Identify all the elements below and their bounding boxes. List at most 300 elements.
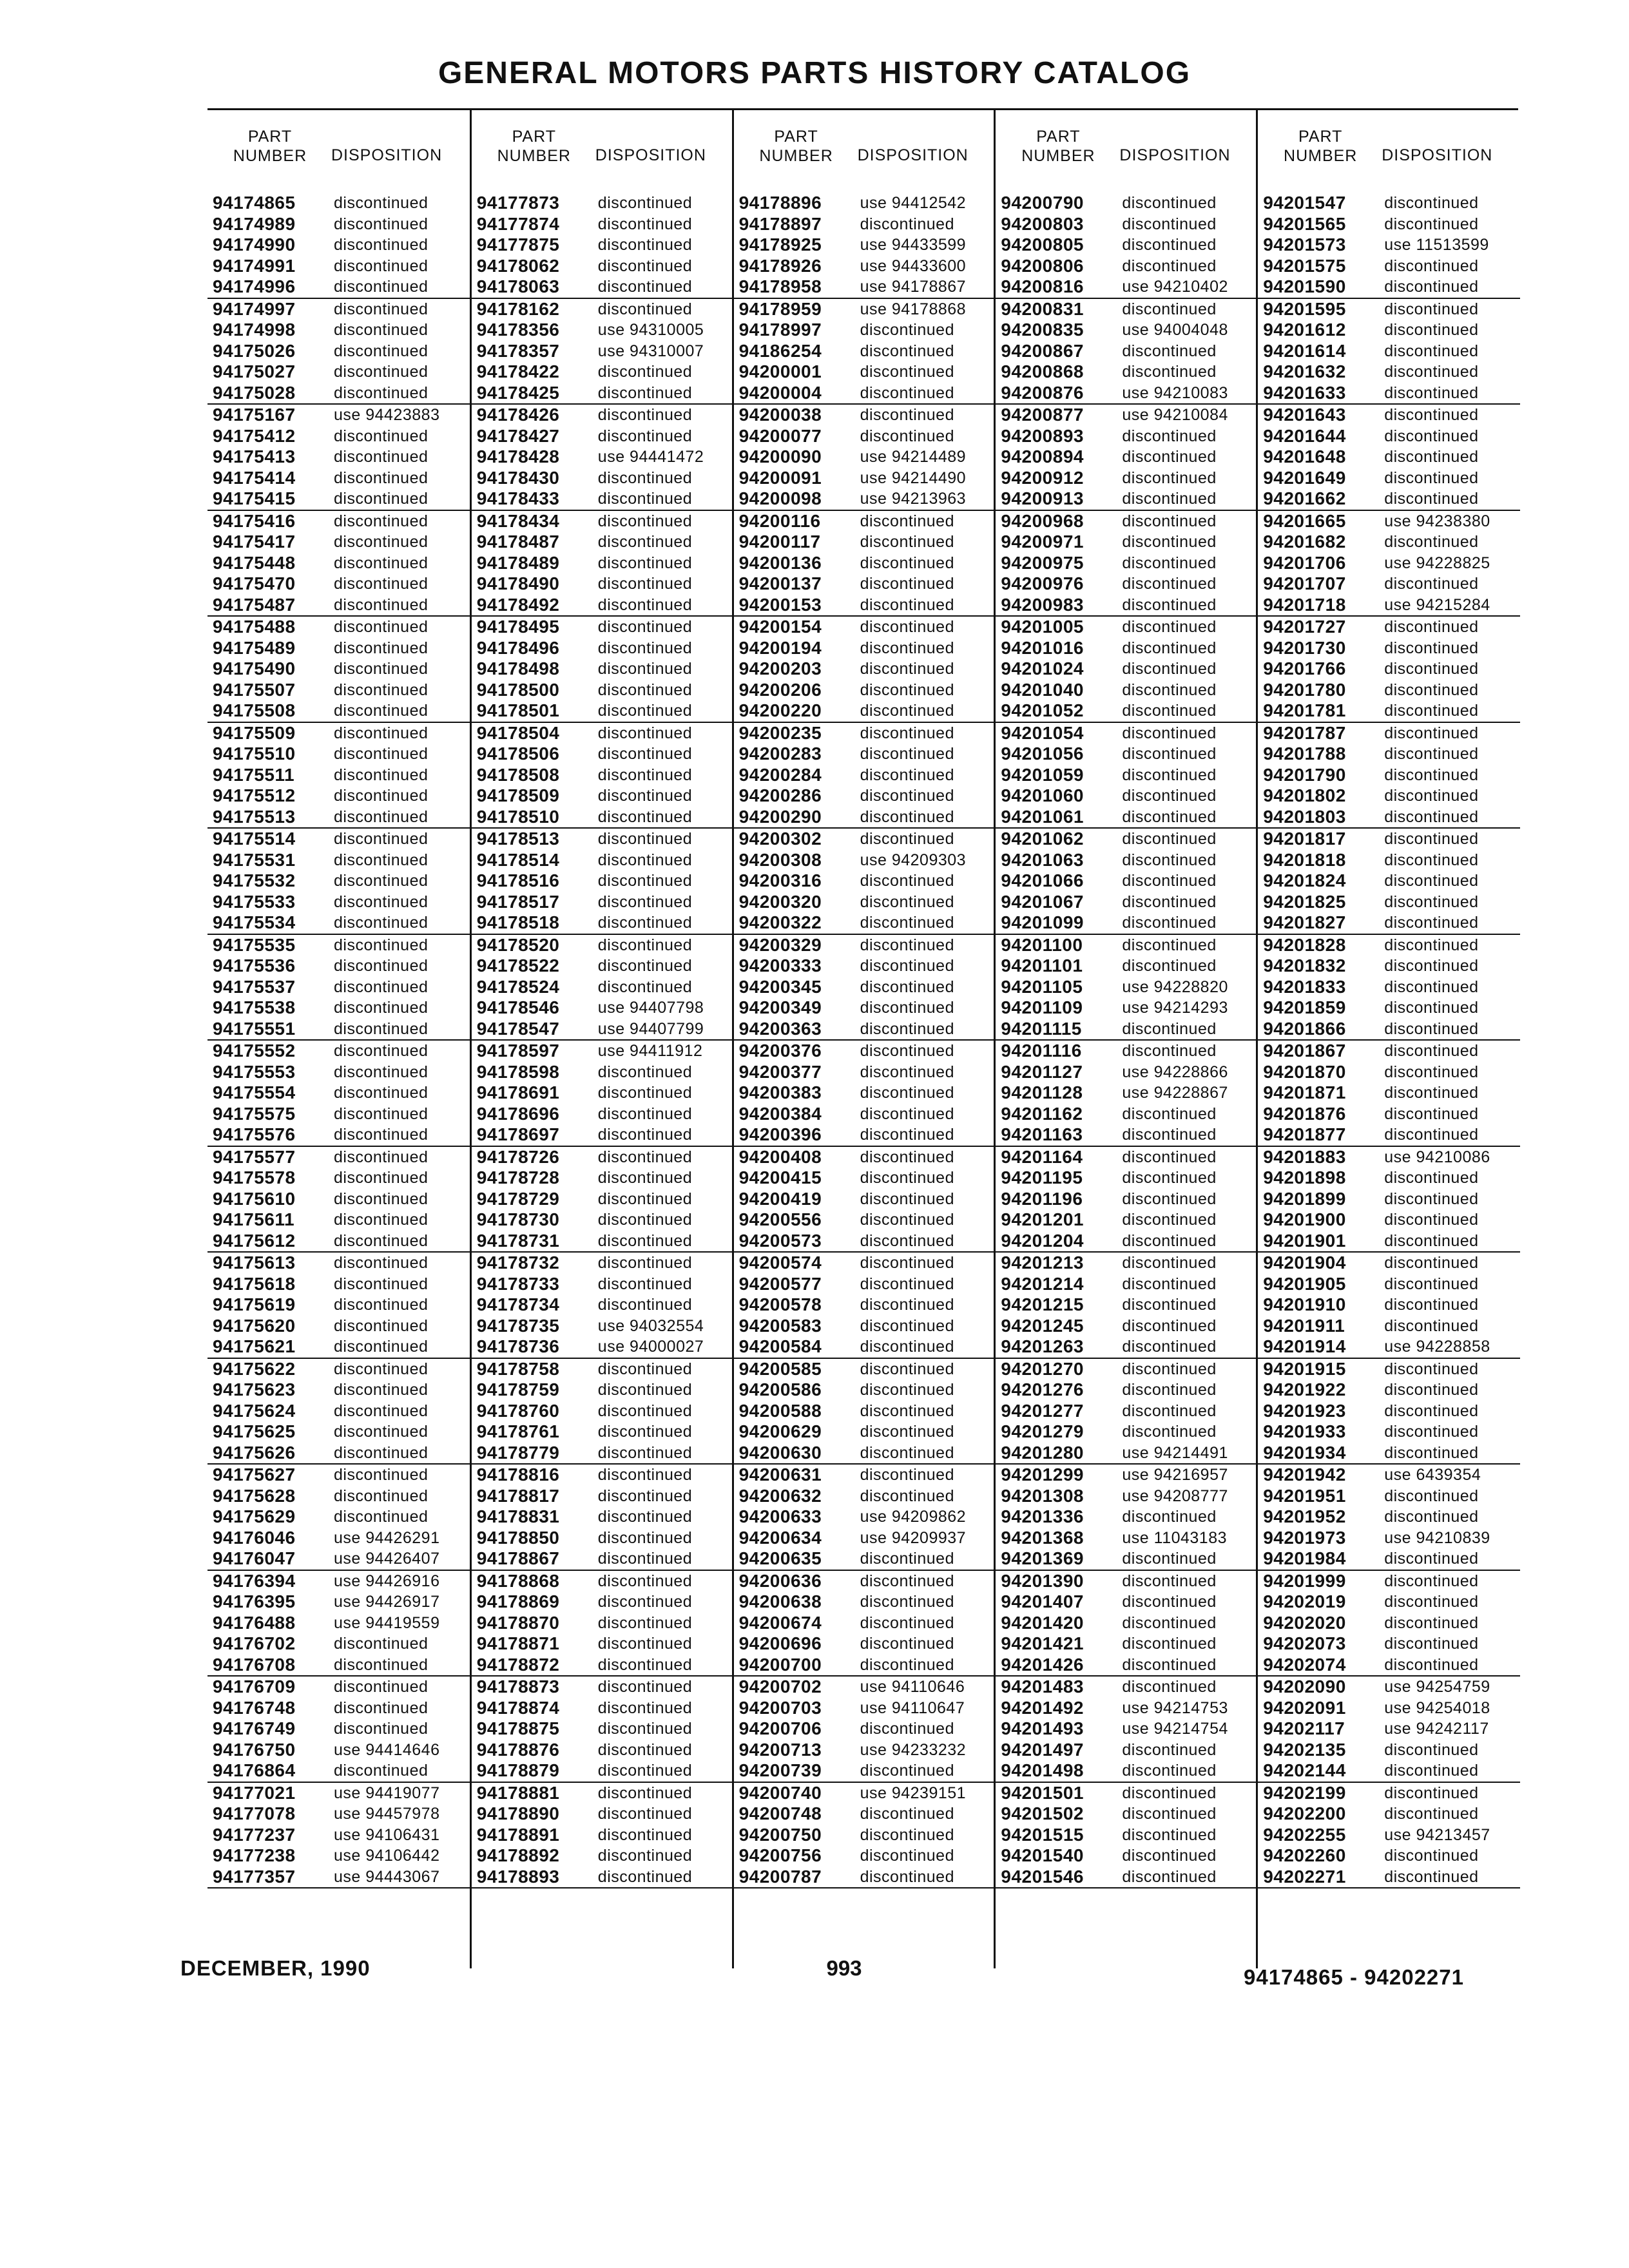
disposition: discontinued (1384, 1593, 1479, 1611)
part-number: 94200284 (738, 764, 822, 785)
table-row (1258, 1465, 1520, 1486)
part-number: 94178524 (476, 976, 560, 997)
part-number: 94200696 (738, 1633, 822, 1653)
table-row (996, 1316, 1258, 1337)
part-number: 94175532 (213, 870, 296, 890)
disposition: discontinued (1122, 236, 1217, 254)
table-row (207, 1845, 470, 1867)
disposition: discontinued (1122, 1740, 1217, 1759)
part-number: 94201369 (1001, 1548, 1084, 1568)
part-number: 94175514 (213, 829, 296, 849)
disposition: use 94210402 (1122, 278, 1228, 296)
part-number: 94200636 (738, 1570, 822, 1591)
part-number: 94201515 (1001, 1824, 1084, 1845)
disposition: discontinued (334, 1635, 429, 1653)
disposition: discontinued (860, 1084, 954, 1102)
table-row (472, 1718, 734, 1740)
table-row (1258, 595, 1520, 617)
disposition: discontinued (1122, 1104, 1217, 1123)
disposition: discontinued (1122, 1678, 1217, 1696)
disposition: use 94000027 (597, 1338, 704, 1356)
disposition: use 94414646 (334, 1740, 440, 1759)
disposition: discontinued (1122, 765, 1217, 784)
table-row (734, 1379, 996, 1401)
table-row (472, 1253, 734, 1274)
part-number: 94200894 (1001, 447, 1084, 466)
table-row (472, 1633, 734, 1655)
table-row (207, 1633, 470, 1655)
table-row (1258, 1698, 1520, 1719)
part-number: 94200971 (1001, 532, 1084, 552)
disposition: discontinued (860, 1126, 954, 1144)
table-row (734, 214, 996, 235)
part-number: 94178490 (476, 573, 560, 593)
table-row (472, 1124, 734, 1147)
table-row (1258, 193, 1520, 214)
disposition: discontinued (860, 999, 954, 1017)
table-row (1258, 912, 1520, 935)
part-number: 94201195 (1001, 1168, 1083, 1187)
disposition: discontinued (334, 999, 429, 1017)
disposition: discontinued (860, 533, 954, 551)
table-row (1258, 744, 1520, 765)
part-number: 94202199 (1263, 1782, 1346, 1803)
table-row (734, 680, 996, 701)
part-number: 94175489 (213, 637, 296, 658)
disposition: discontinued (597, 512, 693, 530)
disposition: discontinued (334, 1254, 429, 1272)
disposition: discontinued (597, 553, 693, 572)
disposition: discontinued (597, 787, 693, 805)
disposition: use 94208777 (1122, 1486, 1228, 1505)
disposition: discontinued (597, 1189, 693, 1208)
catalog-column (732, 110, 996, 1968)
table-row (207, 829, 470, 850)
table-row (472, 723, 734, 744)
disposition: use 94178868 (860, 300, 967, 318)
disposition: discontinued (1384, 1274, 1479, 1293)
part-number: 94201781 (1263, 700, 1346, 720)
part-number: 94200632 (738, 1485, 822, 1506)
part-number: 94175551 (213, 1018, 296, 1039)
part-number: 94178734 (476, 1294, 560, 1314)
part-number: 94201128 (1001, 1082, 1083, 1102)
table-row (207, 447, 470, 468)
table-row (1258, 1231, 1520, 1253)
part-number: 94178498 (476, 658, 560, 678)
disposition: use 94214753 (1122, 1698, 1228, 1717)
part-number: 94178422 (476, 361, 560, 381)
part-number: 94175552 (213, 1041, 296, 1061)
disposition: discontinued (597, 1254, 693, 1272)
part-number: 94201643 (1263, 405, 1346, 425)
part-number: 94200976 (1001, 573, 1084, 593)
table-row (472, 1041, 734, 1062)
table-row (207, 320, 470, 341)
part-number: 94200235 (738, 722, 822, 743)
part-number: 94200574 (738, 1253, 822, 1273)
table-row (472, 488, 734, 511)
table-row (996, 1253, 1258, 1274)
table-row (996, 1209, 1258, 1231)
table-row (207, 1041, 470, 1062)
part-number: 94201877 (1263, 1124, 1346, 1144)
table-row (996, 1591, 1258, 1613)
part-number: 94200750 (738, 1824, 822, 1845)
disposition: discontinued (1384, 533, 1479, 551)
part-number: 94178430 (476, 467, 560, 488)
disposition: discontinued (1122, 512, 1217, 530)
table-row (1258, 850, 1520, 871)
table-row (996, 935, 1258, 956)
table-row (734, 1548, 996, 1571)
disposition: use 94426407 (334, 1550, 440, 1568)
part-number: 94201426 (1001, 1654, 1084, 1675)
disposition: discontinued (597, 1211, 693, 1229)
table-row (472, 744, 734, 765)
table-row (1258, 1421, 1520, 1443)
disposition: discontinued (597, 1783, 693, 1802)
disposition: use 94213963 (860, 490, 967, 508)
part-number: 94178874 (476, 1697, 560, 1718)
page-title: GENERAL MOTORS PARTS HISTORY CATALOG (438, 56, 1191, 90)
part-number: 94200363 (738, 1018, 822, 1039)
part-number: 94200004 (738, 382, 822, 403)
part-number: 94201730 (1263, 637, 1346, 658)
disposition: discontinued (860, 341, 954, 360)
part-number: 94201492 (1001, 1697, 1084, 1718)
part-number: 94201933 (1263, 1421, 1346, 1441)
disposition: discontinued (334, 1655, 429, 1674)
part-number: 94178697 (476, 1124, 560, 1144)
disposition: use 94214293 (1122, 999, 1228, 1017)
disposition: discontinued (597, 830, 693, 848)
table-row (734, 638, 996, 659)
table-row (472, 850, 734, 871)
part-number: 94200831 (1001, 298, 1084, 319)
table-row (734, 1147, 996, 1168)
disposition: use 94209937 (860, 1528, 967, 1547)
table-row (734, 1082, 996, 1104)
part-number: 94186254 (738, 340, 822, 361)
disposition: use 94110646 (860, 1678, 965, 1696)
part-number: 94201105 (1001, 976, 1083, 997)
table-row (207, 214, 470, 235)
table-row (207, 1506, 470, 1528)
table-row (996, 617, 1258, 638)
disposition: discontinued (1122, 1148, 1217, 1166)
part-number: 94175613 (213, 1253, 296, 1273)
part-number: 94201803 (1263, 806, 1346, 827)
disposition: discontinued (1384, 936, 1479, 954)
part-number: 94201818 (1263, 849, 1346, 870)
table-row (1258, 1209, 1520, 1231)
part-number: 94200703 (738, 1697, 822, 1718)
disposition: discontinued (597, 575, 693, 593)
disposition: discontinued (334, 660, 429, 678)
table-row (1258, 1443, 1520, 1465)
part-number: 94178732 (476, 1253, 560, 1273)
table-row (1258, 405, 1520, 426)
table-row (734, 320, 996, 341)
part-number: 94178892 (476, 1845, 560, 1865)
part-number: 94175620 (213, 1315, 296, 1336)
part-number: 94178958 (738, 276, 822, 296)
part-number: 94178162 (476, 298, 560, 319)
part-number: 94178517 (476, 891, 560, 912)
disposition: discontinued (1122, 892, 1217, 911)
disposition: discontinued (334, 383, 429, 402)
part-number: 94201828 (1263, 934, 1346, 955)
disposition: discontinued (334, 850, 429, 869)
part-number: 94178896 (738, 193, 822, 213)
disposition: use 11513599 (1384, 236, 1489, 254)
table-row (472, 532, 734, 553)
disposition: discontinued (860, 1825, 954, 1844)
part-number: 94200077 (738, 425, 822, 446)
part-number: 94178997 (738, 320, 822, 340)
disposition: discontinued (334, 936, 429, 954)
part-number: 94178926 (738, 255, 822, 276)
disposition: use 94254018 (1384, 1698, 1490, 1717)
disposition: use 94411912 (597, 1042, 703, 1060)
table-row (734, 1528, 996, 1549)
part-number: 94175577 (213, 1146, 296, 1167)
table-row (996, 1294, 1258, 1316)
disposition: discontinued (860, 1423, 954, 1441)
disposition: discontinued (334, 1762, 429, 1780)
disposition: discontinued (597, 1423, 693, 1441)
disposition: use 94423883 (334, 406, 440, 424)
table-row (1258, 658, 1520, 680)
table-row (207, 997, 470, 1019)
table-row (1258, 785, 1520, 807)
part-number: 94175626 (213, 1442, 296, 1463)
disposition: discontinued (1384, 1571, 1479, 1590)
table-row (207, 1082, 470, 1104)
part-number: 94201201 (1001, 1209, 1084, 1229)
disposition: use 94228820 (1122, 977, 1228, 996)
table-row (734, 935, 996, 956)
disposition: discontinued (1122, 1169, 1217, 1187)
part-number: 94178735 (476, 1315, 560, 1336)
table-row (996, 1168, 1258, 1189)
part-number: 94176750 (213, 1739, 296, 1760)
disposition: discontinued (860, 702, 954, 720)
table-row (207, 870, 470, 892)
disposition: discontinued (1122, 341, 1217, 360)
disposition: discontinued (1384, 724, 1479, 742)
disposition: discontinued (1384, 977, 1479, 996)
part-number: 94200756 (738, 1845, 822, 1865)
part-number: 94178733 (476, 1273, 560, 1294)
table-row (472, 1655, 734, 1677)
disposition-header: DISPOSITION (1119, 146, 1231, 164)
table-row (734, 447, 996, 468)
part-number: 94175511 (213, 764, 295, 785)
disposition: discontinued (597, 724, 693, 742)
disposition: discontinued (597, 1360, 693, 1378)
table-row (1258, 1613, 1520, 1634)
table-row (734, 807, 996, 829)
disposition: discontinued (334, 1381, 429, 1399)
disposition: discontinued (334, 1189, 429, 1208)
table-row (996, 658, 1258, 680)
table-row (734, 658, 996, 680)
disposition: use 94214490 (860, 468, 967, 487)
disposition: use 94443067 (334, 1867, 440, 1886)
part-number: 94201682 (1263, 532, 1346, 552)
disposition: discontinued (1384, 618, 1479, 636)
part-number: 94178518 (476, 912, 560, 932)
part-number: 94177238 (213, 1845, 296, 1865)
table-row (472, 935, 734, 956)
table-row (472, 1401, 734, 1422)
disposition: discontinued (1122, 1805, 1217, 1823)
disposition: discontinued (597, 383, 693, 402)
disposition: discontinued (597, 1550, 693, 1568)
table-row (472, 553, 734, 574)
disposition: discontinued (860, 872, 954, 890)
part-number: 94201407 (1001, 1591, 1084, 1611)
part-number: 94178816 (476, 1465, 560, 1485)
part-number: 94200790 (1001, 193, 1084, 213)
disposition: discontinued (1384, 256, 1479, 275)
part-number: 94200320 (738, 891, 822, 912)
table-row (472, 320, 734, 341)
disposition: discontinued (597, 618, 693, 636)
disposition: discontinued (1384, 1126, 1479, 1144)
part-number: 94201859 (1263, 997, 1346, 1017)
table-row (472, 912, 734, 935)
disposition: discontinued (1122, 914, 1217, 932)
table-row (207, 1209, 470, 1231)
part-number: 94201825 (1263, 891, 1346, 912)
table-row (734, 532, 996, 553)
disposition: use 94228867 (1122, 1084, 1228, 1102)
disposition: discontinued (597, 892, 693, 911)
catalog-table (207, 108, 1518, 1968)
part-number: 94201649 (1263, 467, 1346, 488)
disposition: discontinued (1384, 745, 1479, 763)
part-number: 94201727 (1263, 617, 1346, 637)
disposition: discontinued (1384, 660, 1479, 678)
table-row (207, 1421, 470, 1443)
disposition: discontinued (597, 363, 693, 381)
table-row (996, 1421, 1258, 1443)
table-row (207, 700, 470, 723)
table-row (207, 595, 470, 617)
disposition: discontinued (334, 341, 429, 360)
part-number: 94178356 (476, 320, 560, 340)
disposition: discontinued (597, 1678, 693, 1696)
part-number: 94200893 (1001, 425, 1084, 446)
part-number: 94175612 (213, 1230, 296, 1251)
disposition: discontinued (597, 1401, 693, 1420)
part-number: 94201817 (1263, 829, 1346, 849)
part-number: 94178759 (476, 1379, 560, 1399)
part-number: 94178504 (476, 722, 560, 743)
table-row (1258, 617, 1520, 638)
table-row (734, 256, 996, 277)
table-row (996, 1124, 1258, 1147)
part-number: 94178513 (476, 829, 560, 849)
table-row (472, 1209, 734, 1231)
disposition: discontinued (1122, 363, 1217, 381)
disposition: discontinued (860, 1867, 954, 1886)
table-row (1258, 299, 1520, 320)
table-row (1258, 997, 1520, 1019)
table-row (996, 256, 1258, 277)
part-number: 94200194 (738, 637, 822, 658)
table-row (207, 1104, 470, 1125)
part-number: 94202117 (1263, 1718, 1345, 1738)
table-row (207, 658, 470, 680)
part-number: 94175538 (213, 997, 296, 1017)
table-row (472, 1698, 734, 1719)
disposition: discontinued (597, 1698, 693, 1717)
part-number: 94178872 (476, 1654, 560, 1675)
part-number: 94202019 (1263, 1591, 1346, 1611)
part-number: 94201421 (1001, 1633, 1084, 1653)
disposition: discontinued (597, 1104, 693, 1123)
part-number: 94178357 (476, 340, 560, 361)
disposition: discontinued (334, 892, 429, 911)
table-row (1258, 1528, 1520, 1549)
part-number: 94178434 (476, 510, 560, 531)
disposition: discontinued (597, 1847, 693, 1865)
part-number-header: PART NUMBER (233, 128, 307, 165)
table-row (996, 850, 1258, 871)
disposition: discontinued (860, 1148, 954, 1166)
part-number: 94175622 (213, 1358, 296, 1379)
table-row (996, 1231, 1258, 1253)
disposition: discontinued (860, 1486, 954, 1505)
disposition: discontinued (334, 321, 429, 339)
part-number: 94178516 (476, 870, 560, 890)
disposition: discontinued (334, 1720, 429, 1738)
disposition: discontinued (1384, 1381, 1479, 1399)
part-number: 94175413 (213, 447, 296, 466)
part-number: 94201196 (1001, 1188, 1083, 1209)
part-number: 94201766 (1263, 658, 1346, 678)
disposition: discontinued (860, 724, 954, 742)
table-row (207, 785, 470, 807)
table-row (472, 1845, 734, 1867)
table-row (734, 1718, 996, 1740)
part-number: 94201706 (1263, 552, 1346, 573)
table-row (472, 1082, 734, 1104)
disposition: discontinued (597, 1613, 693, 1632)
table-row (207, 765, 470, 786)
disposition: discontinued (1122, 1360, 1217, 1378)
table-row (207, 1316, 470, 1337)
table-row (996, 765, 1258, 786)
part-number: 94175027 (213, 361, 296, 381)
part-number: 94201498 (1001, 1760, 1084, 1780)
part-number: 94200116 (738, 510, 821, 531)
table-row (207, 723, 470, 744)
disposition: discontinued (860, 427, 954, 445)
part-number: 94175416 (213, 510, 296, 531)
table-row (734, 1316, 996, 1337)
part-number: 94200700 (738, 1654, 822, 1675)
part-number: 94178736 (476, 1336, 560, 1356)
part-number: 94200583 (738, 1315, 822, 1336)
disposition: discontinued (334, 468, 429, 487)
part-number: 94202090 (1263, 1677, 1346, 1696)
disposition: discontinued (1384, 850, 1479, 869)
